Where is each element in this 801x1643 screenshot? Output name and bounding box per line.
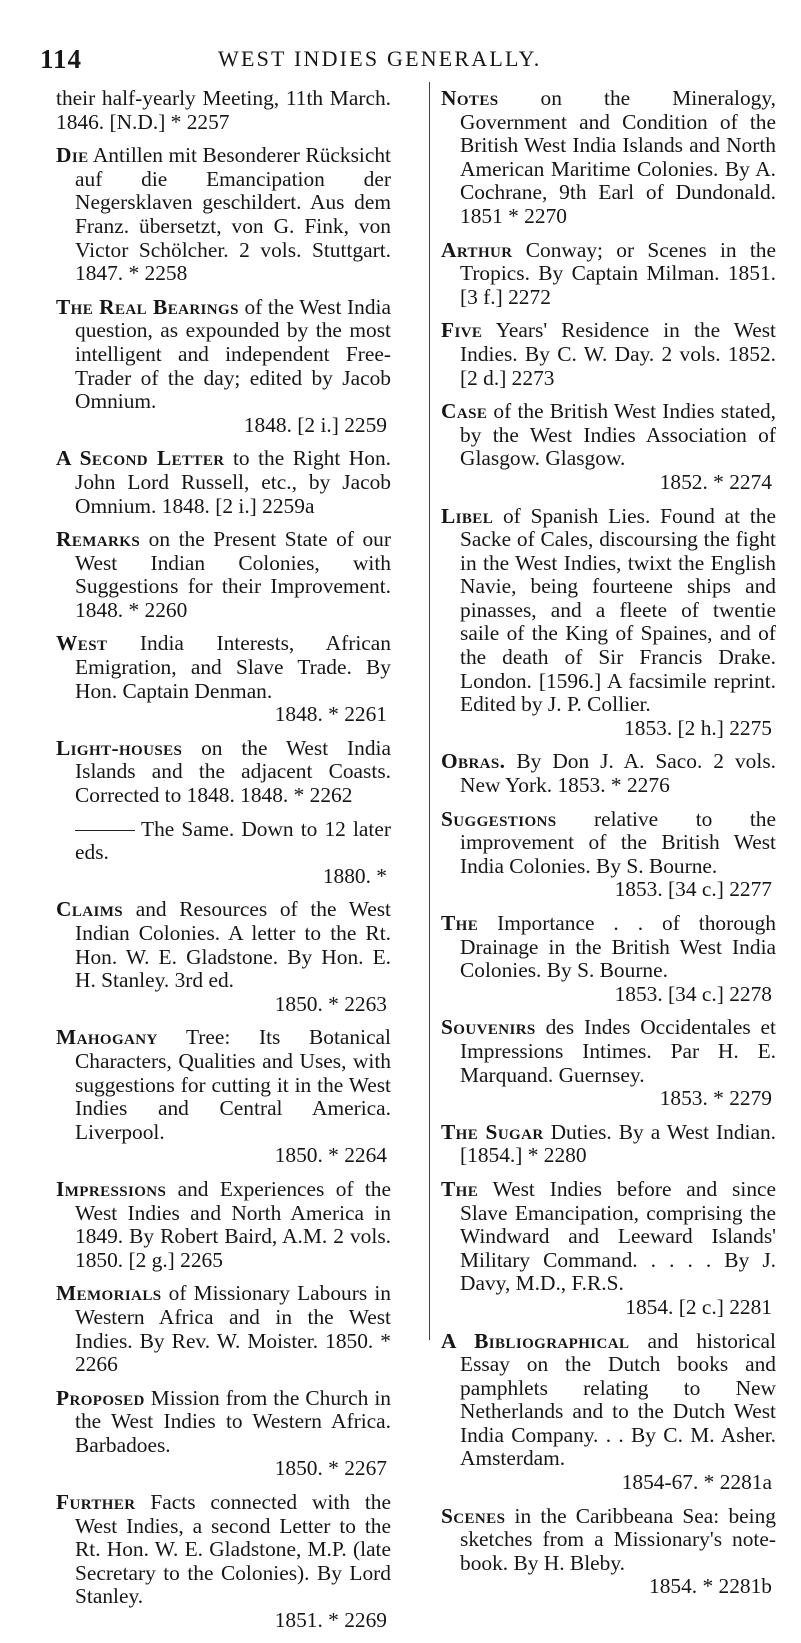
entry-heading: Die xyxy=(56,143,89,168)
entry-text: des Indes Occidentales et Impressions Intimes. Par H. E. Marquand. Guernsey. xyxy=(460,1015,776,1087)
entry-heading: Souvenirs xyxy=(441,1015,536,1040)
entry-date-number: 1853. [34 c.] 2277 xyxy=(614,877,772,902)
bibliography-entry xyxy=(56,1387,391,1481)
entry-text: their half-yearly Meeting, 11th March. 1846. [N.D.] * 2257 xyxy=(56,86,391,134)
entry-text: on the West India Islands and the adjacent Coasts. Corrected to 1848. 1848. * 2262 xyxy=(75,735,391,808)
entry-text: of the West India question, as expounded by the most intelligent and independent Free-Trader of the day; edited by Jacob Omnium. xyxy=(75,294,391,414)
entry-text: and historical Essay on the Dutch books and pamphlets relating to New Netherlands and to the Dutch West India Company. . . By C. M. Asher. Amsterdam. xyxy=(460,1328,776,1471)
entry-heading: Suggestions xyxy=(441,806,557,831)
bibliography-entry xyxy=(441,505,776,741)
bibliography-entry xyxy=(56,528,391,622)
bibliography-entry xyxy=(441,239,776,310)
page-header xyxy=(40,44,760,78)
right-column xyxy=(441,87,776,1609)
entry-date-number: 1848. [2 i.] 2259 xyxy=(243,412,387,437)
entry-heading: Remarks xyxy=(56,527,141,552)
entry-text: and Resources of the West Indian Colonies. A letter to the Rt. Hon. W. E. Gladstone. By Hon. E. H. Stanley. 3rd ed. xyxy=(75,897,391,993)
entry-text: Years' Residence in the West Indies. By C. W. Day. 2 vols. 1852. [2 d.] 2273 xyxy=(460,318,776,390)
ditto-rule xyxy=(75,830,135,831)
bibliography-entry xyxy=(56,737,391,808)
entry-text: Duties. By a West Indian. [1854.] * 2280 xyxy=(460,1119,776,1168)
entry-heading: West xyxy=(56,631,108,656)
entry-date-number: 1848. * 2261 xyxy=(274,702,387,727)
bibliography-entry xyxy=(56,447,391,518)
bibliography-entry xyxy=(56,898,391,1016)
entry-date-number: 1850. * 2263 xyxy=(274,991,387,1016)
entry-text: of Missionary Labours in Western Africa and in the West Indies. By Rev. W. Moister. 1850. * 2266 xyxy=(75,1281,391,1377)
bibliography-entry xyxy=(56,144,391,286)
entry-heading: Proposed xyxy=(56,1385,145,1410)
entry-heading: Impressions xyxy=(56,1176,167,1201)
bibliography-entry xyxy=(56,1178,391,1272)
bibliography-entry xyxy=(441,750,776,797)
bibliography-entry xyxy=(441,808,776,902)
bibliography-entry xyxy=(441,319,776,390)
bibliography-entry xyxy=(56,1491,391,1633)
entry-heading: Mahogany xyxy=(56,1025,158,1050)
entry-text: on the Mineralogy, Government and Condition of the British West India Islands and North American Maritime Colonies. By A. Cochrane, 9th Earl of Dundonald. 1851 * 2270 xyxy=(460,86,776,228)
entry-date-number: 1880. * xyxy=(322,863,387,888)
bibliography-entry xyxy=(441,1505,776,1599)
entry-heading: Further xyxy=(56,1490,136,1515)
entry-heading: A Bibliographical xyxy=(441,1328,630,1353)
entry-date-number: 1854. * 2281b xyxy=(649,1574,772,1599)
entry-text: West Indies before and since Slave Emancipation, comprising the Windward and Leeward Islands' Military Command. . . . . By J. Davy, M.D., F.R.S. xyxy=(460,1176,776,1296)
entry-text: India Interests, African Emigration, and Slave Trade. By Hon. Captain Denman. xyxy=(75,631,391,703)
entry-text: Importance . . of thorough Drainage in the British West India Colonies. By S. Bourne. xyxy=(460,911,776,983)
entry-heading: The Sugar xyxy=(441,1119,544,1144)
bibliography-entry xyxy=(441,1330,776,1495)
entry-heading: Arthur xyxy=(441,237,513,262)
entry-heading: Five xyxy=(441,318,483,343)
entry-heading: Light-houses xyxy=(56,735,183,760)
column-divider xyxy=(429,82,430,1340)
entry-text: to the Right Hon. John Lord Russell, etc., by Jacob Omnium. 1848. [2 i.] 2259a xyxy=(75,446,391,518)
bibliography-entry xyxy=(56,1282,391,1376)
entry-heading: Case xyxy=(441,399,488,424)
bibliography-entry xyxy=(441,1121,776,1168)
entry-date-number: 1853. [34 c.] 2278 xyxy=(614,981,772,1006)
bibliography-entry xyxy=(56,296,391,438)
entry-date-number: 1854-67. * 2281a xyxy=(621,1470,772,1495)
entry-heading: Obras. xyxy=(441,749,506,774)
entry-text: The Same. Down to 12 later eds. xyxy=(75,816,391,865)
entry-heading: A Second Letter xyxy=(56,446,225,471)
entry-date-number: 1854. [2 c.] 2281 xyxy=(625,1294,772,1319)
entry-text: Tree: Its Botanical Characters, Qualities and Uses, with suggestions for cutting it in the West Indies and Central America. Liverpool. xyxy=(75,1025,391,1144)
entry-date-number: 1850. * 2264 xyxy=(274,1143,387,1168)
entry-text: of Spanish Lies. Found at the Sacke of Cales, discoursing the fight in the West Indies, twixt the English Navie, being fourteene ships and pinasses, and a fleete of twentie saile of the King of Spaines, and of the death of Sir Francis Drake. London. [1596.] A facsimile reprint. Edited by J. P. Collier. xyxy=(460,503,776,717)
entry-heading: Libel xyxy=(441,503,494,528)
entry-text: Antillen mit Besonderer Rücksicht auf die Emancipation der Negersklaven geschildert. Aus dem Franz. übersetzt, von G. Fink, von Victor Schölcher. 2 vols. Stuttgart. 1847. * 2258 xyxy=(75,143,391,286)
entry-date-number: 1850. * 2267 xyxy=(274,1456,387,1481)
entry-heading: Notes xyxy=(441,86,499,110)
bibliography-entry xyxy=(56,632,391,726)
bibliography-entry xyxy=(56,1026,391,1168)
entry-text: in the Caribbeana Sea: being sketches from a Missionary's note-book. By H. Bleby. xyxy=(460,1503,776,1575)
entry-date-number: 1853. [2 h.] 2275 xyxy=(624,715,772,740)
entry-text: Facts connected with the West Indies, a second Letter to the Rt. Hon. W. E. Gladstone, M.P. (late Secretary to the Colonies). By Lord Stanley. xyxy=(75,1490,391,1609)
bibliography-entry xyxy=(441,1016,776,1110)
bibliography-entry xyxy=(441,912,776,1006)
entry-date-number: 1853. * 2279 xyxy=(659,1086,772,1111)
entry-text: Mission from the Church in the West Indies to Western Africa. Barbadoes. xyxy=(75,1385,391,1457)
entry-heading: The xyxy=(441,911,479,935)
entry-heading: Claims xyxy=(56,897,124,922)
entry-text: on the Present State of our West Indian Colonies, with Suggestions for their Improvement. 1848. * 2260 xyxy=(75,527,391,622)
entry-heading: Memorials xyxy=(56,1281,162,1306)
bibliography-entry xyxy=(441,87,776,229)
entry-date-number: 1852. * 2274 xyxy=(659,469,772,494)
bibliography-entry xyxy=(56,87,391,134)
left-column xyxy=(56,87,391,1643)
entry-text: By Don J. A. Saco. 2 vols. New York. 1853. * 2276 xyxy=(460,749,776,798)
entry-heading: The xyxy=(441,1176,479,1201)
entry-text: relative to the improvement of the British West India Colonies. By S. Bourne. xyxy=(460,806,776,878)
entry-date-number: 1851. * 2269 xyxy=(274,1608,387,1633)
entry-text: Conway; or Scenes in the Tropics. By Captain Milman. 1851. [3 f.] 2272 xyxy=(460,237,776,309)
bibliography-entry xyxy=(56,818,391,889)
entry-text: and Experiences of the West Indies and North America in 1849. By Robert Baird, A.M. 2 vols. 1850. [2 g.] 2265 xyxy=(75,1176,391,1272)
entry-heading: Scenes xyxy=(441,1503,506,1528)
entry-heading: The Real Bearings xyxy=(56,294,239,319)
running-title: WEST INDIES GENERALLY. xyxy=(218,46,542,71)
entry-text: of the British West Indies stated, by the West Indies Association of Glasgow. Glasgow. xyxy=(460,399,776,471)
bibliography-entry xyxy=(441,400,776,494)
bibliography-entry xyxy=(441,1178,776,1320)
page-number: 114 xyxy=(40,44,83,74)
